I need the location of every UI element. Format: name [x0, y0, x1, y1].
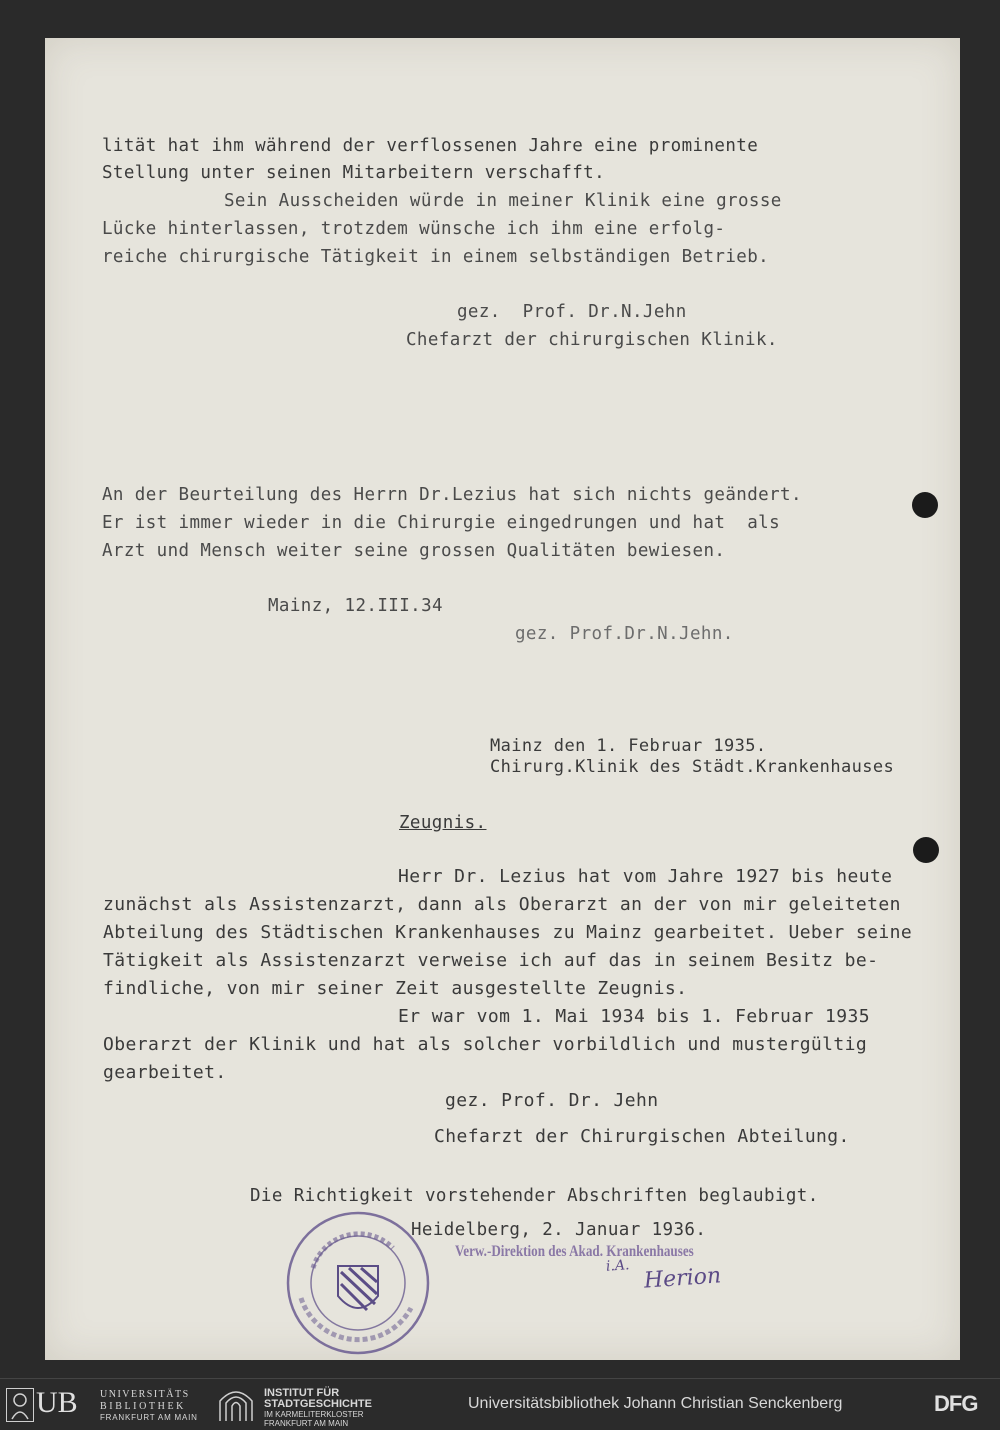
ub-mark: UB: [36, 1386, 78, 1419]
punch-hole-bottom: [913, 837, 939, 863]
signature-name: gez. Prof. Dr. Jehn: [445, 1090, 659, 1111]
ub-logo-icon: [6, 1388, 34, 1422]
signature-title: Chefarzt der chirurgischen Klinik.: [406, 330, 778, 350]
text-line: gearbeitet.: [103, 1062, 227, 1083]
footer-bar: [0, 1378, 1000, 1430]
signature-mark-icon: i.A.: [605, 1257, 631, 1275]
text-line: An der Beurteilung des Herrn Dr.Lezius hat sich nichts geändert.: [102, 485, 802, 505]
institut-line: INSTITUT FÜR: [264, 1387, 340, 1399]
ub-line: UNIVERSITÄTS: [100, 1389, 190, 1400]
text-line: Lücke hinterlassen, trotzdem wünsche ich ihm eine erfolg-: [102, 219, 726, 239]
round-stamp: [283, 1208, 433, 1358]
ub-line: BIBLIOTHEK: [100, 1401, 186, 1412]
certification-line: Die Richtigkeit vorstehender Abschriften beglaubigt.: [250, 1186, 819, 1206]
institut-logo-icon: [216, 1387, 256, 1421]
text-line: Er ist immer wieder in die Chirurgie eingedrungen und hat als: [102, 513, 781, 533]
signature-name: gez. Prof.Dr.N.Jehn.: [515, 624, 734, 644]
signature-title: Chefarzt der Chirurgischen Abteilung.: [434, 1126, 850, 1147]
place-date: Mainz den 1. Februar 1935.: [490, 736, 767, 756]
institut-line: IM KARMELITERKLOSTER: [264, 1410, 364, 1419]
text-line: findliche, von mir seiner Zeit ausgestellte Zeugnis.: [103, 978, 688, 999]
institut-line: STADTGESCHICHTE: [264, 1398, 372, 1410]
institut-line: FRANKFURT AM MAIN: [264, 1419, 349, 1428]
handwritten-signature: Herion: [643, 1263, 722, 1294]
text-line: Herr Dr. Lezius hat vom Jahre 1927 bis heute: [398, 866, 893, 887]
place-date: Mainz, 12.III.34: [268, 596, 443, 616]
clinic-name: Chirurg.Klinik des Städt.Krankenhauses: [490, 757, 895, 777]
text-line: lität hat ihm während der verflossenen Jahre eine prominente: [102, 136, 759, 156]
punch-hole-top: [912, 492, 938, 518]
text-line: Sein Ausscheiden würde in meiner Klinik eine grosse: [224, 191, 782, 211]
text-line: Abteilung des Städtischen Krankenhauses zu Mainz gearbeitet. Ueber seine: [103, 922, 913, 943]
ub-line: FRANKFURT AM MAIN: [100, 1413, 198, 1422]
signature-name: gez. Prof. Dr.N.Jehn: [457, 302, 687, 322]
dfg-logo: DFG: [934, 1391, 978, 1416]
text-line: Stellung unter seinen Mitarbeitern verschafft.: [102, 163, 606, 183]
text-line: Oberarzt der Klinik und hat als solcher vorbildlich und mustergültig: [103, 1034, 868, 1055]
place-date: Heidelberg, 2. Januar 1936.: [411, 1220, 707, 1240]
library-name: Universitätsbibliothek Johann Christian Senckenberg: [468, 1395, 843, 1412]
stamp-text: Verw.-Direktion des Akad. Krankenhauses: [455, 1243, 694, 1260]
text-line: Tätigkeit als Assistenzarzt verweise ich auf das in seinem Besitz be-: [103, 950, 879, 971]
text-line: Er war vom 1. Mai 1934 bis 1. Februar 1935: [398, 1006, 870, 1027]
document-title: Zeugnis.: [399, 813, 487, 833]
text-line: Arzt und Mensch weiter seine grossen Qualitäten bewiesen.: [102, 541, 726, 561]
text-line: zunächst als Assistenzarzt, dann als Oberarzt an der von mir geleiteten: [103, 894, 901, 915]
text-line: reiche chirurgische Tätigkeit in einem selbständigen Betrieb.: [102, 247, 770, 267]
